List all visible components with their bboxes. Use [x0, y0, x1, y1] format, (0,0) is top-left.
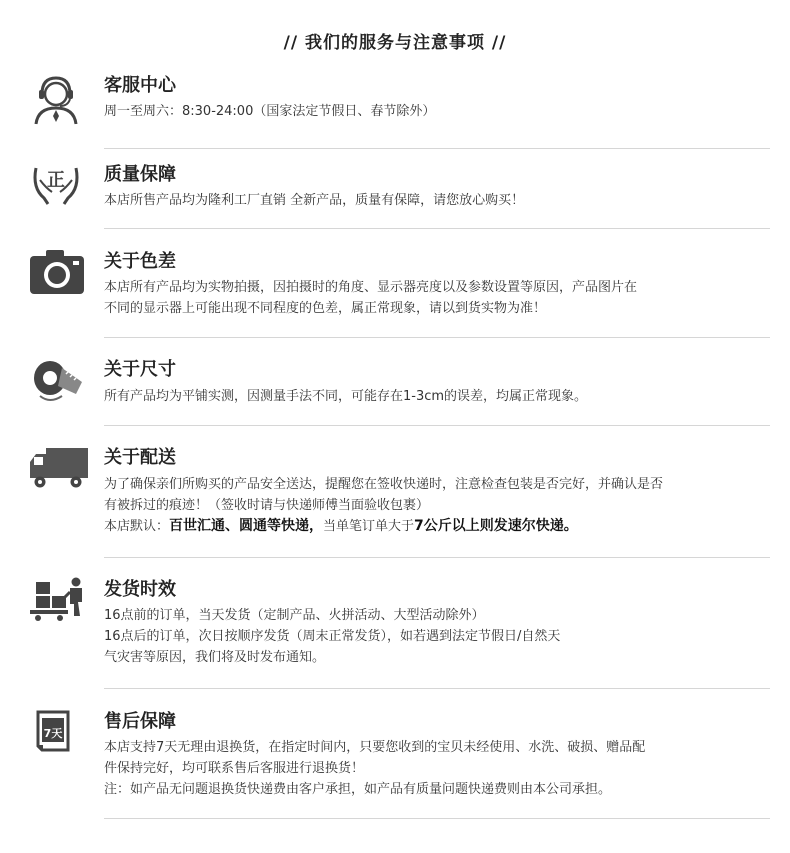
body-line: 为了确保亲们所购买的产品安全送达，提醒您在签收快递时，注意检查包装是否完好，并确认是否 [104, 477, 664, 492]
section-title: 关于配送 [104, 447, 176, 468]
quality-hands-icon [28, 158, 88, 214]
note-condition: 当单笔订单大于 [323, 519, 415, 534]
section-title: 客服中心 [104, 75, 176, 96]
delivery-note [104, 516, 784, 537]
divider [104, 425, 770, 426]
body-line: 本店所有产品均为实物拍摄，因拍摄时的角度、显示器亮度以及参数设置等原因，产品图片在 [104, 280, 638, 295]
body-line: 本店所售产品均为隆利工厂直销 全新产品，质量有保障，请您放心购买！ [104, 193, 525, 208]
divider [104, 148, 770, 149]
body-line: 16点前的订单，当天发货（定制产品、火拼活动、大型活动除外） [104, 608, 485, 623]
note-courier-names: 百世汇通、圆通等快递， [169, 518, 324, 534]
section-title: 发货时效 [104, 579, 176, 600]
divider [104, 228, 770, 229]
section-body [104, 190, 784, 211]
divider [104, 557, 770, 558]
divider [104, 818, 770, 819]
icon-text: 正 [47, 170, 65, 191]
section-title: 关于尺寸 [104, 359, 176, 380]
body-line: 气灾害等原因，我们将及时发布通知。 [104, 650, 326, 665]
body-line: 16点后的订单，次日按顺序发货（周末正常发货），如若遇到法定节假日/自然天 [104, 629, 561, 644]
divider [104, 337, 770, 338]
seven-day-calendar-icon [28, 704, 88, 760]
icon-text: 7天 [43, 727, 63, 740]
body-line: 所有产品均为平铺实测，因测量手法不同，可能存在1-3cm的误差，均属正常现象。 [104, 389, 588, 404]
note-weight-rule: 7公斤以上则发速尔快递。 [414, 518, 578, 534]
section-body [104, 386, 784, 407]
section-title: 质量保障 [104, 164, 176, 185]
delivery-truck-icon [28, 440, 88, 496]
camera-icon [28, 244, 88, 300]
note-prefix: 本店默认： [104, 519, 170, 534]
worker-boxes-icon [28, 572, 88, 628]
section-body [104, 737, 784, 800]
body-line: 件保持完好，均可联系售后客服进行退换货！ [104, 761, 365, 776]
body-line: 不同的显示器上可能出现不同程度的色差，属正常现象，请以到货实物为准！ [104, 301, 547, 316]
section-body [104, 277, 784, 319]
measuring-tape-icon [28, 352, 88, 408]
body-line: 有被拆过的痕迹！（签收时请与快递师傅当面验收包裹） [104, 498, 430, 513]
body-line: 本店支持7天无理由退换货，在指定时间内，只要您收到的宝贝未经使用、水洗、破损、赠品配 [104, 740, 646, 755]
section-body [104, 474, 784, 537]
section-title: 关于色差 [104, 251, 176, 272]
body-line: 周一至周六：8:30-24:00（国家法定节假日、春节除外） [104, 104, 436, 119]
section-body [104, 605, 784, 668]
section-title: 售后保障 [104, 711, 176, 732]
section-body [104, 101, 784, 122]
page-header: // 我们的服务与注意事项 // [283, 33, 507, 53]
headset-agent-icon [28, 70, 88, 126]
body-line: 注：如产品无问题退换货快递费由客户承担，如产品有质量问题快递费则由本公司承担。 [104, 782, 612, 797]
divider [104, 688, 770, 689]
